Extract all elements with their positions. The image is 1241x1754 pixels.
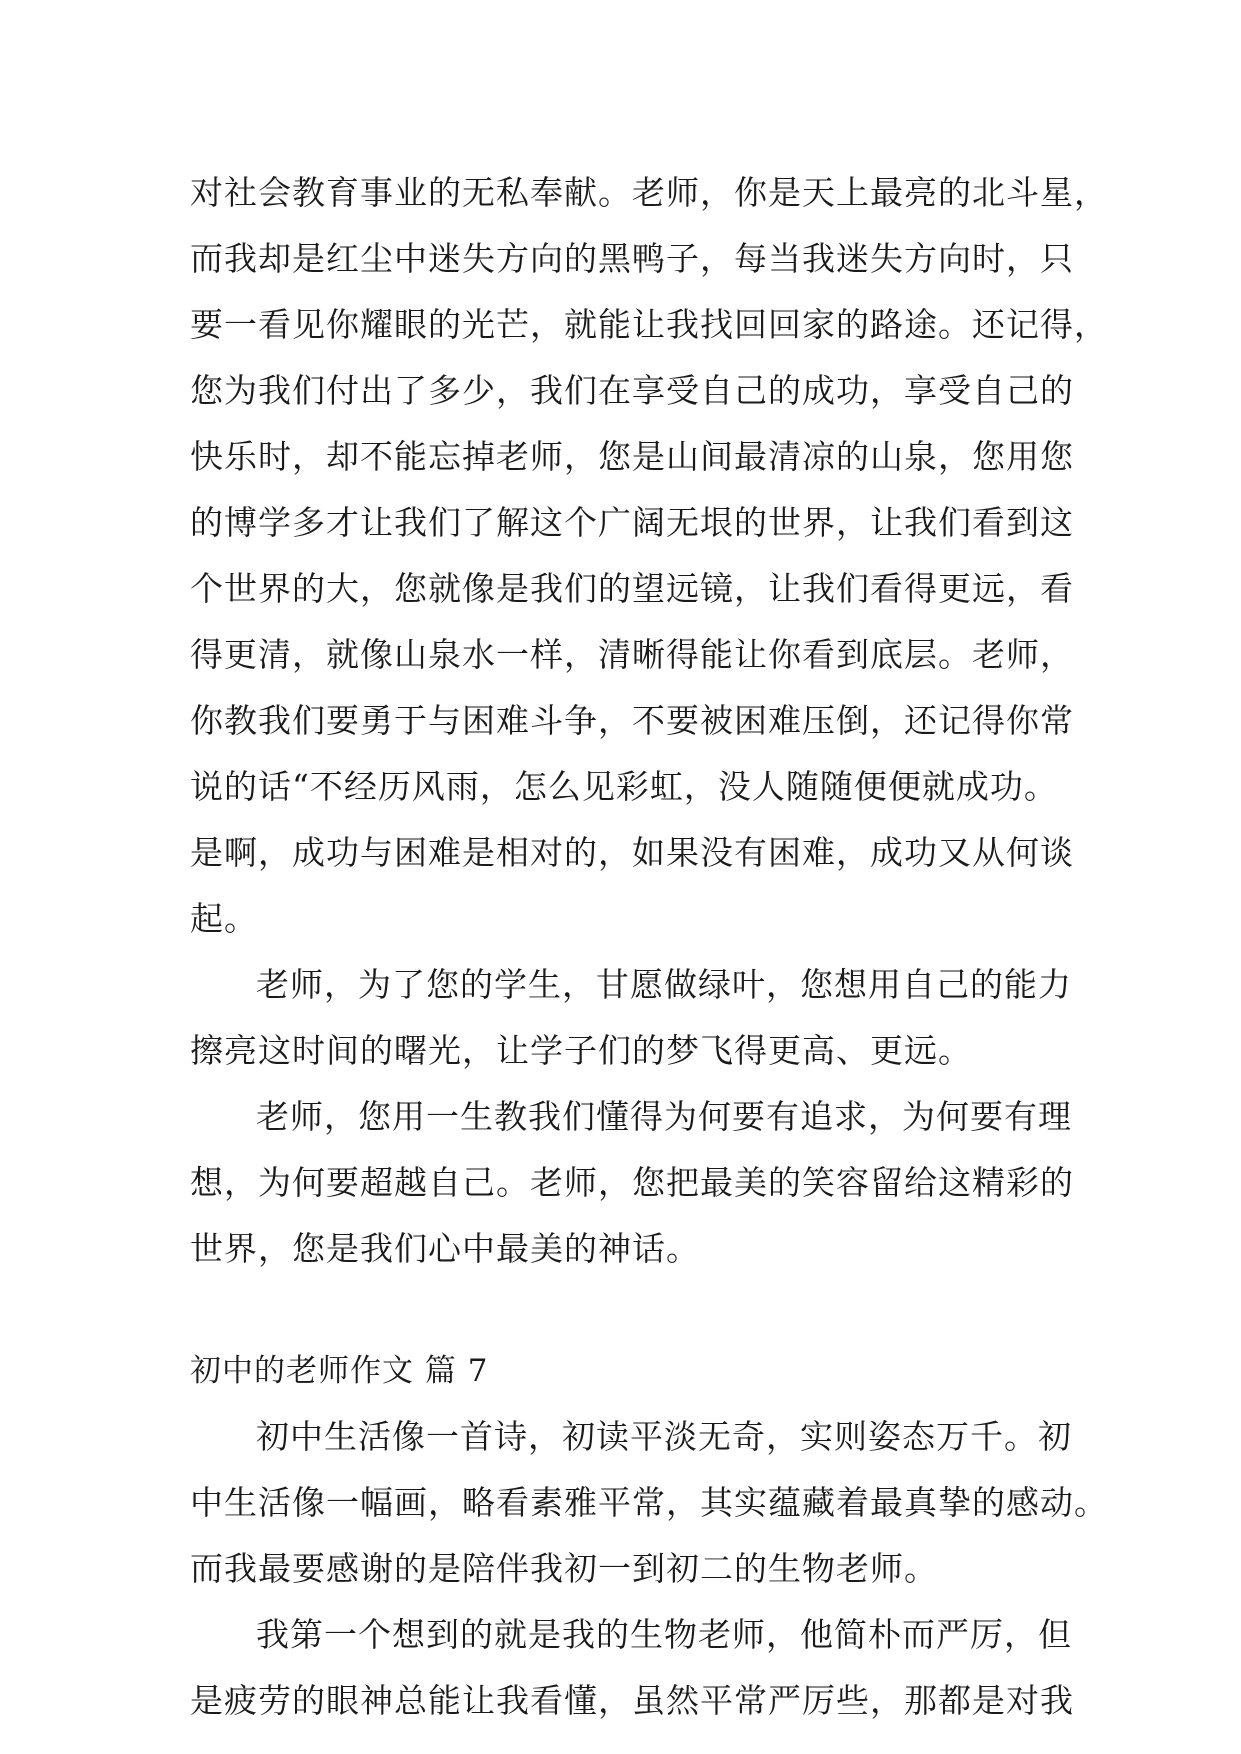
paragraph-poem bbox=[190, 1404, 1108, 1602]
text-line: 是疲劳的眼神总能让我看懂，虽然平常严厉些，那都是对我 bbox=[190, 1681, 1074, 1720]
text-line: 对社会教育事业的无私奉献。老师，你是天上最亮的北斗星， bbox=[190, 173, 1108, 212]
text-line: 起。 bbox=[190, 899, 258, 938]
essay-heading: 初中的老师作文 篇 7 bbox=[190, 1353, 489, 1389]
text-line: 你教我们要勇于与困难斗争，不要被困难压倒，还记得你常 bbox=[190, 701, 1074, 740]
text-line: 世界，您是我们心中最美的神话。 bbox=[190, 1229, 700, 1268]
paragraph-pursuit bbox=[190, 1084, 1074, 1282]
text-line: 个世界的大，您就像是我们的望远镜，让我们看得更远，看 bbox=[190, 569, 1074, 608]
text-line: 得更清，就像山泉水一样，清晰得能让你看到底层。老师， bbox=[190, 635, 1074, 674]
text-line: 说的话“不经历风雨，怎么见彩虹，没人随随便便就成功。 bbox=[190, 767, 1058, 806]
text-line: 要一看见你耀眼的光芒，就能让我找回回家的路途。还记得， bbox=[190, 305, 1108, 344]
text-line: 是啊，成功与困难是相对的，如果没有困难，成功又从何谈 bbox=[190, 833, 1074, 872]
text-line: 我第一个想到的就是我的生物老师，他简朴而严厉，但 bbox=[256, 1615, 1072, 1654]
paragraph-biology-teacher bbox=[190, 1602, 1074, 1734]
text-line: 想，为何要超越自己。老师，您把最美的笑容留给这精彩的 bbox=[190, 1163, 1074, 1202]
text-line: 初中生活像一首诗，初读平淡无奇，实则姿态万千。初 bbox=[256, 1417, 1072, 1456]
text-line: 中生活像一幅画，略看素雅平常，其实蕴藏着最真挚的感动。 bbox=[190, 1483, 1108, 1522]
paragraph-green-leaf bbox=[190, 952, 1070, 1084]
text-line: 而我却是红尘中迷失方向的黑鸭子，每当我迷失方向时，只 bbox=[190, 239, 1074, 278]
text-line: 而我最要感谢的是陪伴我初一到初二的生物老师。 bbox=[190, 1549, 938, 1588]
text-line: 擦亮这时间的曙光，让学子们的梦飞得更高、更远。 bbox=[190, 1031, 972, 1070]
text-line: 快乐时，却不能忘掉老师，您是山间最清凉的山泉，您用您 bbox=[190, 437, 1074, 476]
section-spacer bbox=[190, 1282, 1070, 1338]
text-line: 老师，为了您的学生，甘愿做绿叶，您想用自己的能力 bbox=[256, 965, 1072, 1004]
paragraph-continued bbox=[190, 160, 1108, 952]
text-line: 您为我们付出了多少，我们在享受自己的成功，享受自己的 bbox=[190, 371, 1074, 410]
text-line: 的博学多才让我们了解这个广阔无垠的世界，让我们看到这 bbox=[190, 503, 1074, 542]
text-line: 老师，您用一生教我们懂得为何要有追求，为何要有理 bbox=[256, 1097, 1072, 1136]
document-page bbox=[190, 160, 1108, 1734]
